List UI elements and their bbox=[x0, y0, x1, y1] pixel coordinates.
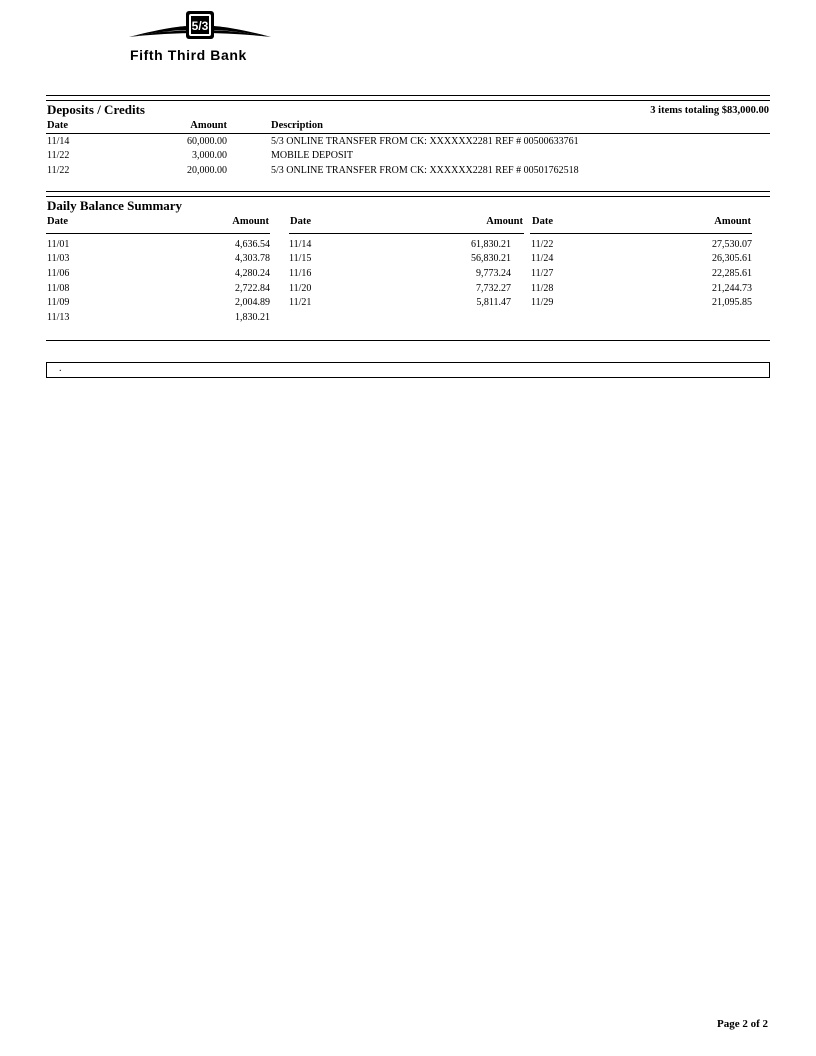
balance-amount: 4,303.78 bbox=[235, 253, 270, 264]
balance-amount: 26,305.61 bbox=[712, 253, 752, 264]
deposit-description: 5/3 ONLINE TRANSFER FROM CK: XXXXXX2281 REF # 00500633761 bbox=[271, 136, 579, 147]
deposit-description: 5/3 ONLINE TRANSFER FROM CK: XXXXXX2281 REF # 00501762518 bbox=[271, 165, 579, 176]
balance-date: 11/16 bbox=[289, 268, 312, 279]
page-number: Page 2 of 2 bbox=[716, 1018, 768, 1030]
balance-amount: 9,773.24 bbox=[476, 268, 511, 279]
balance-amount: 21,244.73 bbox=[712, 283, 752, 294]
balance-amount: 21,095.85 bbox=[712, 297, 752, 308]
deposit-amount: 3,000.00 bbox=[192, 150, 227, 161]
balance-amount-header: Amount bbox=[714, 216, 751, 227]
balance-amount: 2,722.84 bbox=[235, 283, 270, 294]
balance-amount: 27,530.07 bbox=[712, 239, 752, 250]
deposit-amount: 20,000.00 bbox=[187, 165, 227, 176]
deposits-title: Deposits / Credits bbox=[47, 102, 145, 117]
balance-date: 11/27 bbox=[531, 268, 554, 279]
balance-date: 11/21 bbox=[289, 297, 312, 308]
balance-amount: 4,636.54 bbox=[235, 239, 270, 250]
balance-date: 11/24 bbox=[531, 253, 554, 264]
svg-text:5/3: 5/3 bbox=[191, 19, 209, 33]
balance-amount: 2,004.89 bbox=[235, 297, 270, 308]
deposit-date: 11/14 bbox=[47, 136, 70, 147]
balance-amount: 5,811.47 bbox=[476, 297, 511, 308]
deposit-description: MOBILE DEPOSIT bbox=[271, 150, 353, 161]
balance-date: 11/08 bbox=[47, 283, 70, 294]
balance-amount-header: Amount bbox=[232, 216, 269, 227]
header-underline bbox=[46, 133, 770, 134]
balance-amount: 56,830.21 bbox=[471, 253, 511, 264]
balance-date: 11/01 bbox=[47, 239, 70, 250]
section-end-rule bbox=[46, 340, 770, 341]
fifth-third-logo-icon bbox=[127, 9, 273, 47]
balance-amount-header: Amount bbox=[486, 216, 523, 227]
balance-date-header: Date bbox=[532, 216, 553, 227]
balance-date: 11/14 bbox=[289, 239, 312, 250]
balance-date: 11/06 bbox=[47, 268, 70, 279]
deposits-amount-header: Amount bbox=[190, 120, 227, 131]
balance-date: 11/13 bbox=[47, 312, 70, 323]
bank-name: Fifth Third Bank bbox=[130, 47, 247, 63]
header-underline bbox=[46, 233, 270, 234]
deposit-date: 11/22 bbox=[47, 165, 70, 176]
balance-amount: 22,285.61 bbox=[712, 268, 752, 279]
notice-box bbox=[46, 362, 770, 378]
deposits-date-header: Date bbox=[47, 120, 68, 131]
balance-date: 11/22 bbox=[531, 239, 554, 250]
balance-amount: 7,732.27 bbox=[476, 283, 511, 294]
section-divider bbox=[46, 95, 770, 101]
balance-date-header: Date bbox=[47, 216, 68, 227]
balance-date: 11/29 bbox=[531, 297, 554, 308]
section-divider bbox=[46, 191, 770, 197]
deposits-description-header: Description bbox=[271, 120, 323, 131]
balance-date-header: Date bbox=[290, 216, 311, 227]
deposits-summary: 3 items totaling $83,000.00 bbox=[650, 105, 769, 116]
balance-date: 11/20 bbox=[289, 283, 312, 294]
header-underline bbox=[289, 233, 524, 234]
balance-amount: 4,280.24 bbox=[235, 268, 270, 279]
header-underline bbox=[530, 233, 752, 234]
balance-date: 11/03 bbox=[47, 253, 70, 264]
balance-amount: 61,830.21 bbox=[471, 239, 511, 250]
balance-date: 11/28 bbox=[531, 283, 554, 294]
deposit-amount: 60,000.00 bbox=[187, 136, 227, 147]
balance-date: 11/09 bbox=[47, 297, 70, 308]
daily-balance-title: Daily Balance Summary bbox=[47, 198, 183, 213]
bank-logo bbox=[127, 9, 273, 63]
balance-date: 11/15 bbox=[289, 253, 312, 264]
notice-box-text: . bbox=[59, 363, 62, 374]
deposit-date: 11/22 bbox=[47, 150, 70, 161]
balance-amount: 1,830.21 bbox=[235, 312, 270, 323]
